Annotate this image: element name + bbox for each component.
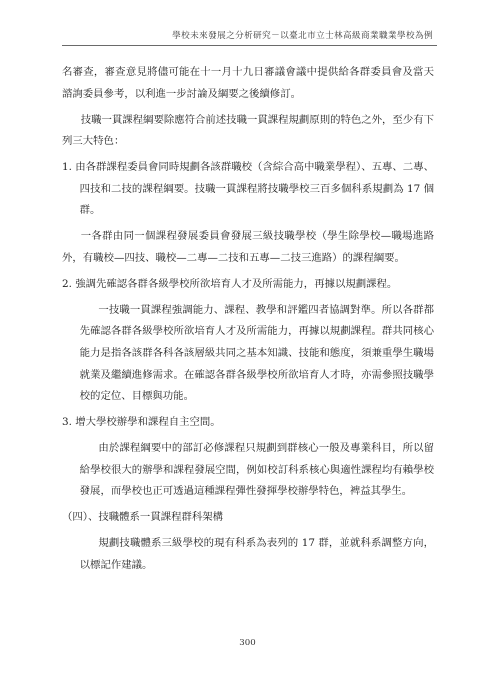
running-header: 學校未來發展之分析研究－以臺北市立士林高級商業職業學校為例 [172, 31, 433, 41]
paragraph-item-1-detail: 一各群由同一個課程發展委員會發展三級技職學校（學生除學校—職場進路外，有職校—四技、職校—二專—二技和五專—二技三進路）的課程綱要。 [62, 230, 434, 264]
list-item-2: 2. 強調先確認各群各級學校所欲培育人才及所需能力，再據以規劃課程。 [62, 277, 398, 290]
header-divider [62, 45, 437, 46]
body-text [62, 62, 434, 581]
paragraph-item-2-detail: 一技職一貫課程強調能力、課程、教學和評鑑四者協調對準。所以各群都先確認各群各級學校所欲培育人才及所需能力，再據以規劃課程。群共同核心能力是指各該群各科各該層級共同之基本知識、技能和態度，須兼重學生職場就業及繼續進修需求。在確認各群各級學校所欲培育人才時，亦需參照技職學校的定位、目標與功能。 [79, 303, 434, 403]
paragraph-continuation: 名審查，審查意見將儘可能在十一月十九日審議會議中提供給各群委員會及當天諮詢委員參考，以利進一步討論及綱要之後續修訂。 [62, 66, 434, 100]
page-number: 300 [239, 638, 256, 648]
list-item-3: 3. 增大學校辦學和課程自主空間。 [62, 416, 221, 429]
paragraph-section-body: 規劃技職體系三級學校的現有科系為表列的 17 群，並就科系調整方向，以標記作建議。 [79, 537, 434, 571]
paragraph-features-intro: 技職一貫課程綱要除應符合前述技職一貫課程規劃原則的特色之外，至少有下列三大特色： [62, 113, 434, 148]
section-heading: （四）、技職體系一貫課程群科架構 [62, 511, 224, 524]
paragraph-item-3-detail: 由於課程綱要中的部訂必修課程只規劃到群核心一般及專業科目，所以留給學校很大的辦學和課程發展空間，例如校訂科系核心與適性課程均有賴學校發展，而學校也正可透過這種課程彈性發揮學校辦學特色，裨益其學生。 [79, 442, 434, 498]
list-item-1: 1. 由各群課程委員會同時規劃各該群職校（含綜合高中職業學程）、五專、二專、四技和二技的課程綱要。技職一貫課程將技職學校三百多個科系規劃為 17 個群。 [62, 161, 434, 217]
